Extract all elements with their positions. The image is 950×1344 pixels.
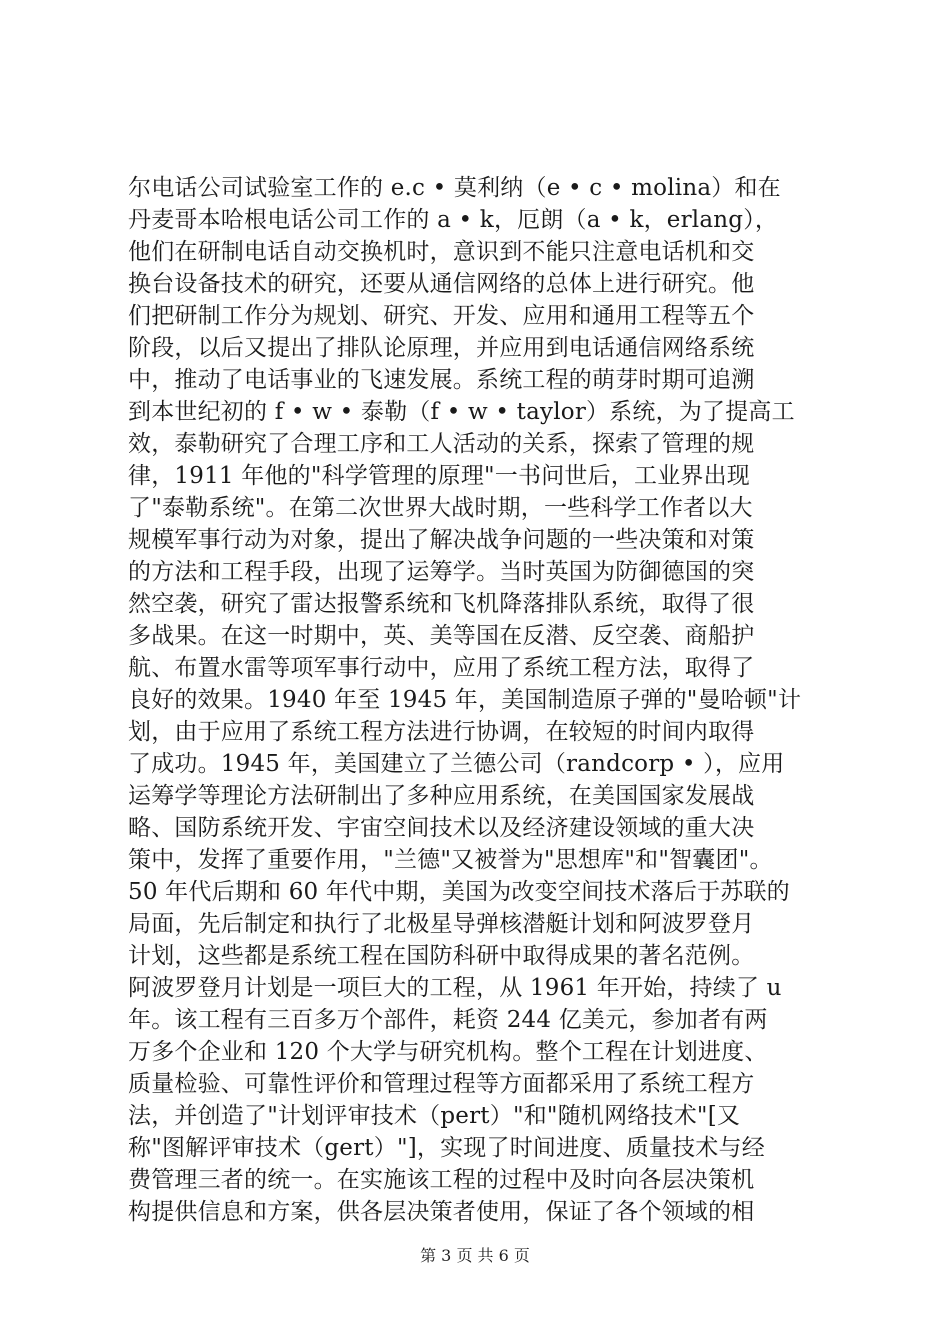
text-line: 50 年代后期和 60 年代中期，美国为改变空间技术落后于苏联的 — [128, 879, 790, 905]
text-line: 律，1911 年他的"科学管理的原理"一书问世后，工业界出现 — [128, 463, 751, 489]
text-line: 到本世纪初的 f • w • 泰勒（f • w • taylor）系统，为了提高工 — [128, 399, 795, 425]
text-line: 尔电话公司试验室工作的 e.c • 莫利纳（e • c • molina）和在 — [128, 175, 781, 201]
text-line: 中，推动了电话事业的飞速发展。系统工程的萌芽时期可追溯 — [128, 367, 755, 393]
text-line: 称"图解评审技术（gert）"]，实现了时间进度、质量技术与经 — [128, 1135, 765, 1161]
text-line: 阶段，以后又提出了排队论原理，并应用到电话通信网络系统 — [128, 335, 755, 361]
text-line: 质量检验、可靠性评价和管理过程等方面都采用了系统工程方 — [128, 1071, 755, 1097]
text-line: 规模军事行动为对象，提出了解决战争问题的一些决策和对策 — [128, 527, 755, 553]
text-line: 们把研制工作分为规划、研究、开发、应用和通用工程等五个 — [128, 303, 755, 329]
text-line: 然空袭，研究了雷达报警系统和飞机降落排队系统，取得了很 — [128, 591, 755, 617]
text-line: 了"泰勒系统"。在第二次世界大战时期，一些科学工作者以大 — [128, 495, 753, 521]
text-line: 的方法和工程手段，出现了运筹学。当时英国为防御德国的突 — [128, 559, 755, 585]
text-line: 丹麦哥本哈根电话公司工作的 a • k，厄朗（a • k，erlang）， — [128, 207, 779, 233]
text-line: 策中，发挥了重要作用，"兰德"又被誉为"思想库"和"智囊团"。 — [128, 847, 773, 873]
text-line: 局面，先后制定和执行了北极星导弹核潜艇计划和阿波罗登月 — [128, 911, 755, 937]
text-line: 计划，这些都是系统工程在国防科研中取得成果的著名范例。 — [128, 943, 755, 969]
page-number-footer: 第 3 页 共 6 页 — [420, 1246, 530, 1265]
text-line: 略、国防系统开发、宇宙空间技术以及经济建设领域的重大决 — [128, 815, 755, 841]
text-line: 多战果。在这一时期中，英、美等国在反潜、反空袭、商船护 — [128, 623, 755, 649]
text-line: 划，由于应用了系统工程方法进行协调，在较短的时间内取得 — [128, 719, 755, 745]
text-line: 费管理三者的统一。在实施该工程的过程中及时向各层决策机 — [128, 1167, 755, 1193]
text-line: 效，泰勒研究了合理工序和工人活动的关系，探索了管理的规 — [128, 431, 755, 457]
text-line: 换台设备技术的研究，还要从通信网络的总体上进行研究。他 — [128, 271, 755, 297]
text-line: 良好的效果。1940 年至 1945 年，美国制造原子弹的"曼哈顿"计 — [128, 687, 802, 713]
text-line: 阿波罗登月计划是一项巨大的工程，从 1961 年开始，持续了 u — [128, 975, 782, 1001]
body-text — [128, 172, 848, 1228]
text-line: 了成功。1945 年，美国建立了兰德公司（randcorp • ），应用 — [128, 751, 785, 777]
text-line: 他们在研制电话自动交换机时，意识到不能只注意电话机和交 — [128, 239, 755, 265]
text-line: 万多个企业和 120 个大学与研究机构。整个工程在计划进度、 — [128, 1039, 768, 1065]
text-line: 运筹学等理论方法研制出了多种应用系统，在美国国家发展战 — [128, 783, 755, 809]
text-line: 构提供信息和方案，供各层决策者使用，保证了各个领域的相 — [128, 1199, 755, 1225]
text-line: 年。该工程有三百多万个部件，耗资 244 亿美元，参加者有两 — [128, 1007, 768, 1033]
text-line: 法，并创造了"计划评审技术（pert）"和"随机网络技术"[又 — [128, 1103, 741, 1129]
text-line: 航、布置水雷等项军事行动中，应用了系统工程方法，取得了 — [128, 655, 755, 681]
